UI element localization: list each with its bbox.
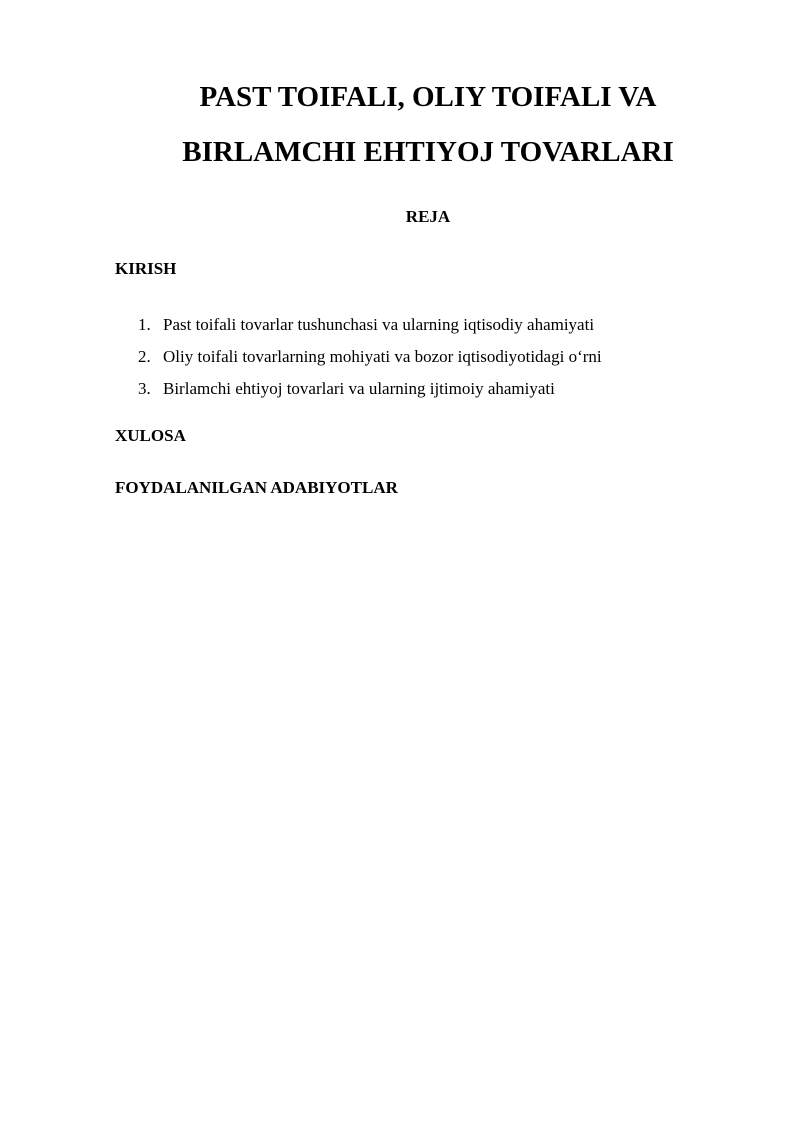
references-heading: FOYDALANILGAN ADABIYOTLAR (115, 478, 398, 497)
intro-heading: KIRISH (115, 259, 177, 278)
plan-item-number: 1. (138, 315, 151, 334)
plan-item-3 (138, 373, 602, 405)
document-title-line-2: BIRLAMCHI EHTIYOJ TOVARLARI (182, 136, 674, 168)
conclusion-heading: XULOSA (115, 426, 186, 445)
plan-item-text: Birlamchi ehtiyoj tovarlari va ularning ijtimoiy ahamiyati (163, 379, 555, 398)
plan-list (138, 309, 602, 405)
plan-item-1 (138, 309, 602, 341)
plan-item-number: 2. (138, 347, 151, 366)
plan-item-2 (138, 341, 602, 373)
plan-item-number: 3. (138, 379, 151, 398)
plan-item-text: Oliy toifali tovarlarning mohiyati va bozor iqtisodiyotidagi o‘rni (163, 347, 602, 366)
document-title-line-1: PAST TOIFALI, OLIY TOIFALI VA (199, 81, 657, 113)
plan-item-text: Past toifali tovarlar tushunchasi va ularning iqtisodiy ahamiyati (163, 315, 595, 334)
plan-heading: REJA (405, 207, 451, 226)
